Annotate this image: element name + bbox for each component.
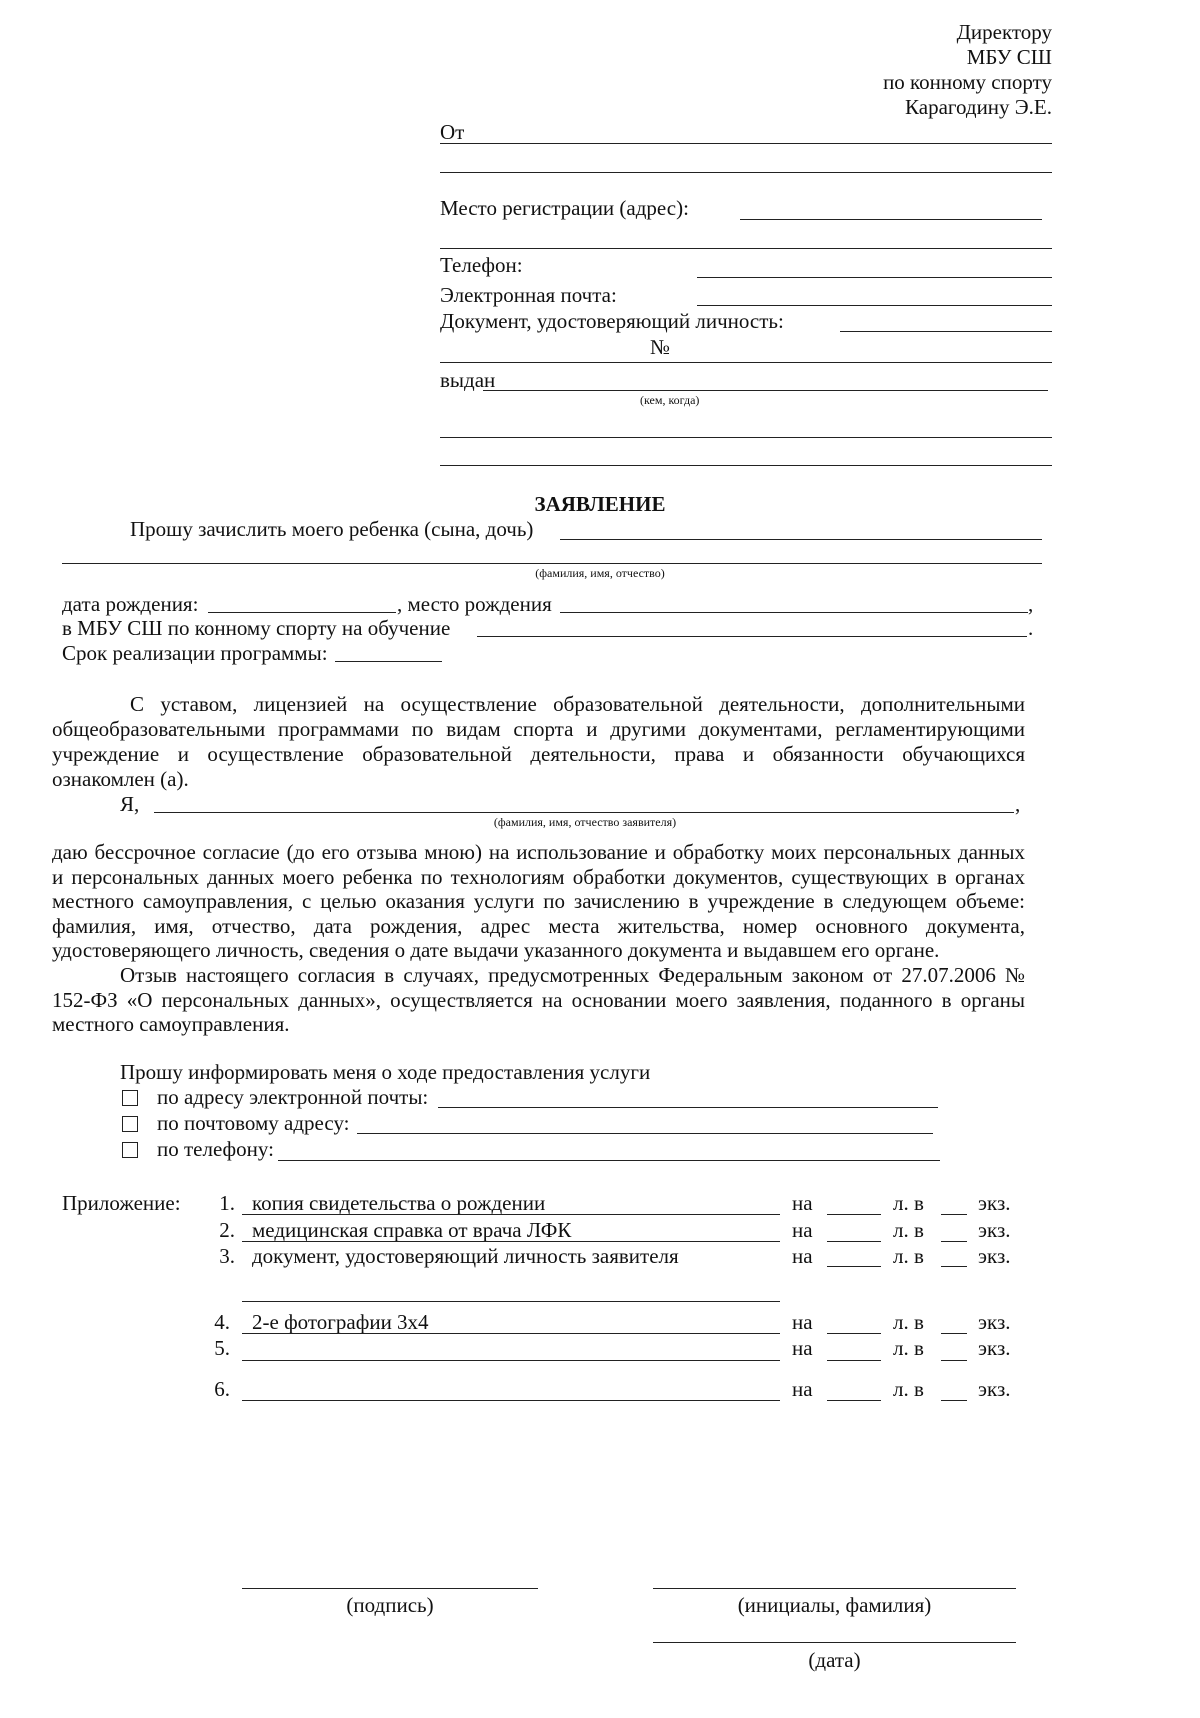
document-number-sign: №	[650, 335, 671, 359]
notify-phone-field[interactable]	[278, 1160, 940, 1161]
attachment-field[interactable]	[242, 1333, 780, 1334]
attachment-sheets-label: л. в	[893, 1377, 924, 1401]
date-hint: (дата)	[808, 1648, 861, 1672]
addressee-line: по конному спорту	[883, 70, 1052, 94]
attachment-sheets-label: л. в	[893, 1310, 924, 1334]
registration-label: Место регистрации (адрес):	[440, 196, 689, 220]
date-field[interactable]	[653, 1642, 1016, 1643]
revocation-line: местного самоуправления.	[52, 1012, 290, 1036]
addressee-line: МБУ СШ	[966, 45, 1052, 69]
initials-surname-field[interactable]	[653, 1588, 1016, 1589]
child-name-hint: (фамилия, имя, отчество)	[535, 566, 665, 580]
phone-label: Телефон:	[440, 253, 523, 277]
attachment-on: на	[792, 1310, 813, 1334]
attachment-on: на	[792, 1336, 813, 1360]
attachment-on: на	[792, 1244, 813, 1268]
revocation-line: Отзыв настоящего согласия в случаях, предусмотренных Федеральным законом от 27.07.2006 №	[120, 963, 1025, 987]
email-checkbox[interactable]	[122, 1090, 138, 1106]
addressee-line: Карагодину Э.Е.	[905, 95, 1052, 119]
attachment-text: копия свидетельства о рождении	[252, 1191, 546, 1215]
attachment-field[interactable]	[242, 1214, 780, 1215]
signature-hint: (подпись)	[346, 1593, 434, 1617]
attachment-field[interactable]	[242, 1301, 780, 1302]
attachment-copies-field[interactable]	[941, 1241, 967, 1242]
attachment-copies-label: экз.	[978, 1336, 1011, 1360]
id-document-field[interactable]	[840, 331, 1052, 332]
issued-field-line-3[interactable]	[440, 465, 1052, 466]
revocation-line: 152-ФЗ «О персональных данных», осуществляется на основании моего заявления, поданного в органы	[52, 988, 1025, 1012]
issued-label: выдан	[440, 368, 496, 392]
attachment-sheets-label: л. в	[893, 1336, 924, 1360]
attachment-number: 1.	[219, 1191, 235, 1215]
applicant-i-label: Я,	[120, 792, 140, 816]
attachment-sheets-label: л. в	[893, 1218, 924, 1242]
attachment-copies-label: экз.	[978, 1310, 1011, 1334]
attachment-sheets-field[interactable]	[827, 1266, 881, 1267]
issued-field-line-2[interactable]	[440, 437, 1052, 438]
attachment-field[interactable]	[242, 1360, 780, 1361]
attachment-copies-field[interactable]	[941, 1214, 967, 1215]
study-period: .	[1028, 616, 1034, 640]
attachment-number: 5.	[214, 1336, 230, 1360]
attachment-sheets-field[interactable]	[827, 1400, 881, 1401]
acknowledgement-line: С уставом, лицензией на осуществление образовательной деятельности, дополнительными	[130, 692, 1025, 716]
attachment-number: 3.	[219, 1244, 235, 1268]
notify-option-label: по почтовому адресу:	[157, 1111, 350, 1135]
phone-checkbox[interactable]	[122, 1142, 138, 1158]
attachment-copies-field[interactable]	[941, 1400, 967, 1401]
attachment-sheets-field[interactable]	[827, 1360, 881, 1361]
attachment-text: 2-е фотографии 3х4	[252, 1310, 429, 1334]
acknowledgement-line: ознакомлен (а).	[52, 767, 189, 791]
attachment-copies-label: экз.	[978, 1191, 1011, 1215]
notify-option-label: по телефону:	[157, 1137, 274, 1161]
applicant-name-hint: (фамилия, имя, отчество заявителя)	[493, 815, 677, 829]
notify-option-label: по адресу электронной почты:	[157, 1085, 429, 1109]
email-field[interactable]	[697, 305, 1052, 306]
birth-place-comma: ,	[1028, 592, 1034, 616]
birth-place-field[interactable]	[560, 612, 1028, 613]
acknowledgement-line: учреждение и осуществление образовательной деятельности, права и обязанности обучающихся	[52, 742, 1025, 766]
attachment-number: 6.	[214, 1377, 230, 1401]
id-document-label: Документ, удостоверяющий личность:	[440, 309, 784, 333]
attachment-copies-label: экз.	[978, 1244, 1011, 1268]
email-label: Электронная почта:	[440, 283, 617, 307]
applicant-name-field[interactable]	[154, 812, 1014, 813]
notify-post-field[interactable]	[357, 1133, 933, 1134]
issued-field[interactable]	[483, 390, 1048, 391]
attachments-label: Приложение:	[62, 1191, 181, 1215]
attachment-copies-field[interactable]	[941, 1266, 967, 1267]
attachment-sheets-field[interactable]	[827, 1333, 881, 1334]
attachment-text: документ, удостоверяющий личность заявителя	[252, 1244, 679, 1268]
attachment-field[interactable]	[242, 1241, 780, 1242]
attachment-copies-label: экз.	[978, 1218, 1011, 1242]
consent-line: даю бессрочное согласие (до его отзыва мною) на использование и обработку моих персональных данных	[52, 840, 1025, 864]
attachment-on: на	[792, 1218, 813, 1242]
child-name-field-line-2[interactable]	[62, 563, 1042, 564]
notify-email-field[interactable]	[438, 1107, 938, 1108]
addressee-line: Директору	[956, 20, 1052, 44]
birth-date-field[interactable]	[208, 612, 396, 613]
attachment-number: 4.	[214, 1310, 230, 1334]
attachment-text: медицинская справка от врача ЛФК	[252, 1218, 572, 1242]
attachment-on: на	[792, 1191, 813, 1215]
issued-hint: (кем, когда)	[640, 393, 700, 407]
attachment-sheets-label: л. в	[893, 1191, 924, 1215]
registration-field[interactable]	[740, 219, 1042, 220]
attachment-sheets-field[interactable]	[827, 1241, 881, 1242]
attachment-field[interactable]	[242, 1400, 780, 1401]
post-checkbox[interactable]	[122, 1116, 138, 1132]
registration-field-line-2[interactable]	[440, 248, 1052, 249]
from-field-line-2[interactable]	[440, 172, 1052, 173]
acknowledgement-line: общеобразовательными программами по видам спорта и другими документами, регламентирующими	[52, 717, 1025, 741]
consent-line: удостоверяющего личность, сведения о дате выдачи указанного документа и выдавшем его органе.	[52, 938, 940, 962]
study-program-field[interactable]	[477, 636, 1027, 637]
from-field-line-1[interactable]	[440, 143, 1052, 144]
attachment-copies-label: экз.	[978, 1377, 1011, 1401]
birth-place-label: , место рождения	[397, 592, 552, 616]
program-term-field[interactable]	[335, 661, 442, 662]
study-label: в МБУ СШ по конному спорту на обучение	[62, 616, 451, 640]
from-label: От	[440, 120, 465, 144]
attachment-on: на	[792, 1377, 813, 1401]
document-number-field[interactable]	[440, 362, 1052, 363]
consent-line: фамилия, имя, отчество, дата рождения, адрес места жительства, номер основного документа,	[52, 914, 1025, 938]
document-title: ЗАЯВЛЕНИЕ	[534, 492, 666, 516]
birth-date-label: дата рождения:	[62, 592, 199, 616]
consent-line: местного самоуправления, с целью оказания услуги по зачислению в учреждение в следующем объеме:	[52, 889, 1025, 913]
consent-line: и персональных данных моего ребенка по технологиям обработки документов, существующих в органах	[52, 865, 1025, 889]
attachment-copies-field[interactable]	[941, 1333, 967, 1334]
program-term-label: Срок реализации программы:	[62, 641, 328, 665]
attachment-sheets-label: л. в	[893, 1244, 924, 1268]
applicant-comma: ,	[1015, 792, 1021, 816]
initials-surname-hint: (инициалы, фамилия)	[737, 1593, 932, 1617]
attachment-number: 2.	[219, 1218, 235, 1242]
child-name-field[interactable]	[560, 539, 1042, 540]
enroll-request-text: Прошу зачислить моего ребенка (сына, дочь)	[130, 517, 534, 541]
phone-field[interactable]	[697, 277, 1052, 278]
attachment-copies-field[interactable]	[941, 1360, 967, 1361]
notify-heading: Прошу информировать меня о ходе предоставления услуги	[120, 1060, 651, 1084]
signature-field[interactable]	[242, 1588, 538, 1589]
attachment-sheets-field[interactable]	[827, 1214, 881, 1215]
